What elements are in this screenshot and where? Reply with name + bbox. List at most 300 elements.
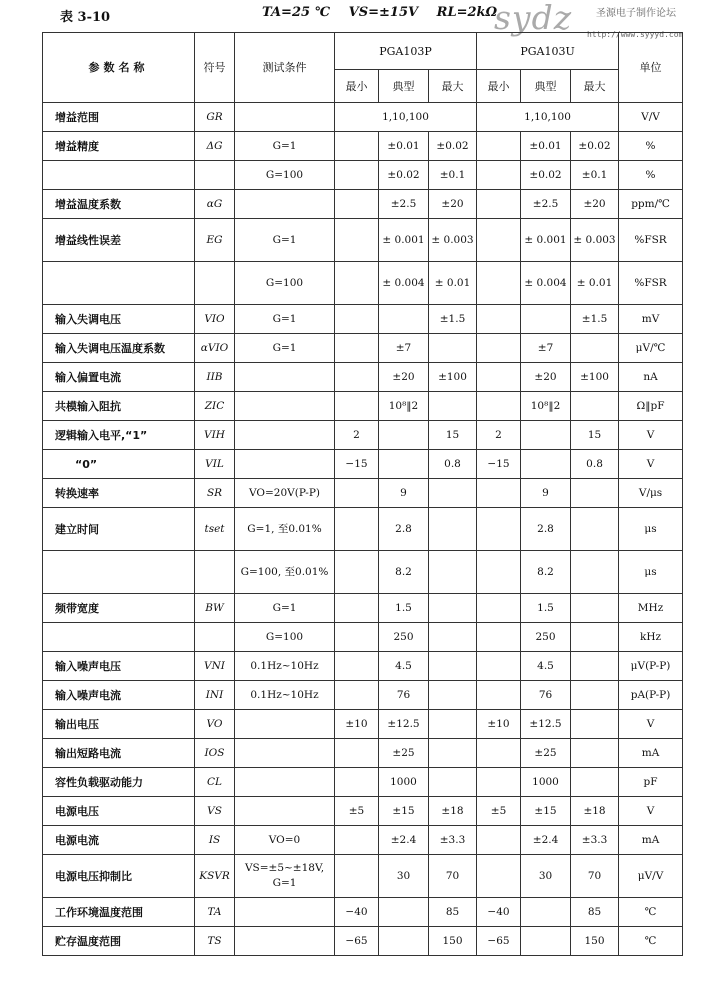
table-row (43, 334, 683, 363)
symbol-cell (195, 262, 235, 305)
p-typ-cell (379, 450, 429, 479)
u-max-cell (571, 739, 619, 768)
param-name-cell: 电源电压抑制比 (43, 855, 195, 898)
p-typ-cell: ±2.5 (379, 190, 429, 219)
p-max-cell (429, 334, 477, 363)
param-name-cell: 增益温度系数 (43, 190, 195, 219)
u-typ-cell: ±15 (521, 797, 571, 826)
header-max: 最大 (429, 70, 477, 103)
p-max-cell (429, 739, 477, 768)
symbol-cell: VNI (195, 652, 235, 681)
p-typ-cell: ±15 (379, 797, 429, 826)
table-row (43, 710, 683, 739)
u-typ-cell: 76 (521, 681, 571, 710)
u-min-cell (477, 392, 521, 421)
table-row (43, 219, 683, 262)
p-min-cell (335, 305, 379, 334)
table-row (43, 508, 683, 551)
condition-rl: RL=2kΩ (436, 5, 498, 20)
symbol-cell: αG (195, 190, 235, 219)
p-typ-cell (379, 421, 429, 450)
p-min-cell (335, 334, 379, 363)
u-max-cell (571, 681, 619, 710)
param-name-cell: 输入噪声电压 (43, 652, 195, 681)
table-row (43, 623, 683, 652)
u-typ-cell (521, 421, 571, 450)
symbol-cell: ZIC (195, 392, 235, 421)
p-typ-cell: ±20 (379, 363, 429, 392)
p-max-cell (429, 392, 477, 421)
u-min-cell (477, 826, 521, 855)
header-unit: 单位 (619, 33, 683, 103)
u-typ-cell: ±25 (521, 739, 571, 768)
u-typ-cell: ±12.5 (521, 710, 571, 739)
p-min-cell (335, 768, 379, 797)
test-condition-cell (235, 797, 335, 826)
param-name-cell: 增益范围 (43, 103, 195, 132)
u-typ-cell (521, 450, 571, 479)
symbol-cell: VIO (195, 305, 235, 334)
u-min-cell (477, 508, 521, 551)
p-min-cell: −40 (335, 898, 379, 927)
unit-cell: pA(P-P) (619, 681, 683, 710)
u-min-cell (477, 262, 521, 305)
unit-cell: ppm/℃ (619, 190, 683, 219)
p-typ-cell: 1000 (379, 768, 429, 797)
pga103p-value-cell: 1,10,100 (335, 103, 477, 132)
table-row (43, 305, 683, 334)
u-min-cell (477, 190, 521, 219)
u-typ-cell: 2.8 (521, 508, 571, 551)
p-min-cell (335, 508, 379, 551)
unit-cell: %FSR (619, 262, 683, 305)
spec-table (42, 32, 683, 956)
u-typ-cell: 9 (521, 479, 571, 508)
table-row (43, 392, 683, 421)
u-max-cell: ±18 (571, 797, 619, 826)
u-typ-cell (521, 898, 571, 927)
p-typ-cell (379, 898, 429, 927)
test-condition-cell: 0.1Hz~10Hz (235, 681, 335, 710)
u-typ-cell: 250 (521, 623, 571, 652)
u-max-cell: 15 (571, 421, 619, 450)
unit-cell: % (619, 161, 683, 190)
p-min-cell (335, 681, 379, 710)
u-typ-cell: 8.2 (521, 551, 571, 594)
p-min-cell (335, 363, 379, 392)
u-max-cell: ± 0.01 (571, 262, 619, 305)
u-min-cell (477, 334, 521, 363)
p-min-cell (335, 739, 379, 768)
p-max-cell: ±18 (429, 797, 477, 826)
p-max-cell: 15 (429, 421, 477, 450)
test-condition-cell: G=1 (235, 594, 335, 623)
test-condition-cell: G=1 (235, 334, 335, 363)
u-min-cell: −65 (477, 927, 521, 956)
param-name-cell (43, 161, 195, 190)
p-max-cell: 70 (429, 855, 477, 898)
symbol-cell: TS (195, 927, 235, 956)
table-row (43, 363, 683, 392)
test-condition-cell: 0.1Hz~10Hz (235, 652, 335, 681)
u-min-cell: 2 (477, 421, 521, 450)
test-condition-cell: G=100 (235, 623, 335, 652)
p-max-cell: ±0.02 (429, 132, 477, 161)
unit-cell: % (619, 132, 683, 161)
table-row (43, 262, 683, 305)
param-name-cell: 增益精度 (43, 132, 195, 161)
unit-cell: mA (619, 739, 683, 768)
u-typ-cell: ±20 (521, 363, 571, 392)
unit-cell: V (619, 710, 683, 739)
unit-cell: ℃ (619, 927, 683, 956)
u-min-cell (477, 855, 521, 898)
unit-cell: mA (619, 826, 683, 855)
unit-cell: V/μs (619, 479, 683, 508)
u-max-cell (571, 652, 619, 681)
param-name-cell: 频带宽度 (43, 594, 195, 623)
unit-cell: Ω‖pF (619, 392, 683, 421)
u-max-cell: 85 (571, 898, 619, 927)
u-min-cell (477, 768, 521, 797)
test-condition-cell: G=1 (235, 132, 335, 161)
symbol-cell: αVIO (195, 334, 235, 363)
p-max-cell: ±3.3 (429, 826, 477, 855)
unit-cell: ℃ (619, 898, 683, 927)
watermark-site-title: 圣源电子制作论坛 (596, 8, 676, 19)
pga103u-value-cell: 1,10,100 (477, 103, 619, 132)
header-symbol: 符号 (195, 33, 235, 103)
param-name-cell: 输入偏置电流 (43, 363, 195, 392)
test-condition-cell: G=100 (235, 262, 335, 305)
param-name-cell: 逻辑输入电平,“1” (43, 421, 195, 450)
p-typ-cell: ± 0.004 (379, 262, 429, 305)
p-min-cell: ±5 (335, 797, 379, 826)
watermark-url: http://www.syyyd.com (587, 30, 684, 39)
symbol-cell: EG (195, 219, 235, 262)
param-name-cell: 工作环境温度范围 (43, 898, 195, 927)
param-name-cell: 输出电压 (43, 710, 195, 739)
u-typ-cell: 30 (521, 855, 571, 898)
p-max-cell (429, 551, 477, 594)
unit-cell: kHz (619, 623, 683, 652)
table-row (43, 898, 683, 927)
u-max-cell: ±0.02 (571, 132, 619, 161)
test-condition-cell (235, 190, 335, 219)
symbol-cell: VIH (195, 421, 235, 450)
u-min-cell (477, 623, 521, 652)
table-row (43, 927, 683, 956)
test-condition-cell (235, 739, 335, 768)
test-condition-cell: VO=0 (235, 826, 335, 855)
p-min-cell (335, 190, 379, 219)
test-condition-cell: VS=±5~±18V, G=1 (235, 855, 335, 898)
test-condition-cell (235, 103, 335, 132)
u-max-cell: ±100 (571, 363, 619, 392)
test-condition-cell (235, 898, 335, 927)
u-min-cell (477, 132, 521, 161)
header-typ: 典型 (379, 70, 429, 103)
u-max-cell: ± 0.003 (571, 219, 619, 262)
u-max-cell (571, 594, 619, 623)
u-min-cell: ±5 (477, 797, 521, 826)
u-max-cell (571, 334, 619, 363)
p-typ-cell: ±2.4 (379, 826, 429, 855)
param-name-cell (43, 262, 195, 305)
p-max-cell: ± 0.01 (429, 262, 477, 305)
param-name-cell: 电源电压 (43, 797, 195, 826)
u-min-cell: ±10 (477, 710, 521, 739)
test-condition-cell: G=100, 至0.01% (235, 551, 335, 594)
p-min-cell: −65 (335, 927, 379, 956)
u-typ-cell: 1000 (521, 768, 571, 797)
unit-cell: MHz (619, 594, 683, 623)
p-max-cell (429, 652, 477, 681)
symbol-cell: VIL (195, 450, 235, 479)
u-min-cell: −15 (477, 450, 521, 479)
p-max-cell: 0.8 (429, 450, 477, 479)
condition-vs: VS=±15V (348, 5, 419, 20)
p-typ-cell (379, 927, 429, 956)
p-min-cell: 2 (335, 421, 379, 450)
u-max-cell (571, 710, 619, 739)
param-name-cell: 输入失调电压 (43, 305, 195, 334)
test-condition-cell (235, 450, 335, 479)
u-max-cell: 70 (571, 855, 619, 898)
unit-cell: V (619, 421, 683, 450)
table-row (43, 421, 683, 450)
table-row (43, 132, 683, 161)
symbol-cell: ΔG (195, 132, 235, 161)
unit-cell: V (619, 797, 683, 826)
p-max-cell: ± 0.003 (429, 219, 477, 262)
p-max-cell (429, 479, 477, 508)
test-condition-cell: VO=20V(P-P) (235, 479, 335, 508)
watermark-logo: sydz (494, 0, 573, 37)
u-typ-cell: 10⁸‖2 (521, 392, 571, 421)
u-typ-cell: ±0.02 (521, 161, 571, 190)
symbol-cell: tset (195, 508, 235, 551)
symbol-cell: SR (195, 479, 235, 508)
table-row (43, 551, 683, 594)
p-typ-cell: ±0.01 (379, 132, 429, 161)
p-min-cell (335, 132, 379, 161)
header-test-conditions: 测试条件 (235, 33, 335, 103)
u-max-cell: 0.8 (571, 450, 619, 479)
p-min-cell (335, 652, 379, 681)
table-row (43, 594, 683, 623)
param-name-cell: 输出短路电流 (43, 739, 195, 768)
unit-cell: %FSR (619, 219, 683, 262)
p-max-cell: 85 (429, 898, 477, 927)
param-name-cell: 共模输入阻抗 (43, 392, 195, 421)
p-typ-cell: 1.5 (379, 594, 429, 623)
p-max-cell (429, 508, 477, 551)
table-row (43, 855, 683, 898)
symbol-cell: IOS (195, 739, 235, 768)
p-typ-cell: 250 (379, 623, 429, 652)
p-min-cell (335, 262, 379, 305)
u-min-cell (477, 305, 521, 334)
test-condition-cell (235, 421, 335, 450)
header-param-name: 参数名称 (43, 33, 195, 103)
param-name-cell: 建立时间 (43, 508, 195, 551)
test-condition-cell (235, 392, 335, 421)
p-typ-cell: 9 (379, 479, 429, 508)
symbol-cell (195, 161, 235, 190)
p-min-cell: −15 (335, 450, 379, 479)
symbol-cell: VS (195, 797, 235, 826)
p-typ-cell (379, 305, 429, 334)
symbol-cell: IIB (195, 363, 235, 392)
unit-cell: V/V (619, 103, 683, 132)
table-row (43, 103, 683, 132)
symbol-cell: INI (195, 681, 235, 710)
symbol-cell: IS (195, 826, 235, 855)
symbol-cell (195, 551, 235, 594)
p-max-cell: ±100 (429, 363, 477, 392)
p-max-cell: ±1.5 (429, 305, 477, 334)
header-pga103p: PGA103P (335, 33, 477, 70)
symbol-cell: VO (195, 710, 235, 739)
test-condition-cell (235, 927, 335, 956)
p-typ-cell: ± 0.001 (379, 219, 429, 262)
u-min-cell (477, 161, 521, 190)
table-row (43, 797, 683, 826)
u-typ-cell: ±2.5 (521, 190, 571, 219)
param-name-cell: 转换速率 (43, 479, 195, 508)
p-max-cell (429, 594, 477, 623)
u-max-cell (571, 551, 619, 594)
p-typ-cell: ±7 (379, 334, 429, 363)
param-name-cell (43, 551, 195, 594)
test-condition-cell: G=1 (235, 219, 335, 262)
unit-cell: nA (619, 363, 683, 392)
u-typ-cell: 1.5 (521, 594, 571, 623)
u-typ-cell: ± 0.001 (521, 219, 571, 262)
symbol-cell (195, 623, 235, 652)
test-condition-cell: G=1, 至0.01% (235, 508, 335, 551)
table-row (43, 826, 683, 855)
unit-cell: mV (619, 305, 683, 334)
p-typ-cell: 8.2 (379, 551, 429, 594)
u-max-cell: ±1.5 (571, 305, 619, 334)
table-row (43, 479, 683, 508)
table-row (43, 768, 683, 797)
header-pga103u: PGA103U (477, 33, 619, 70)
symbol-cell: CL (195, 768, 235, 797)
unit-cell: μV/V (619, 855, 683, 898)
u-max-cell (571, 768, 619, 797)
param-name-cell (43, 623, 195, 652)
u-max-cell: ±3.3 (571, 826, 619, 855)
p-typ-cell: ±12.5 (379, 710, 429, 739)
p-min-cell (335, 479, 379, 508)
table-row (43, 190, 683, 219)
p-min-cell (335, 826, 379, 855)
symbol-cell: BW (195, 594, 235, 623)
table-row (43, 161, 683, 190)
table-row (43, 652, 683, 681)
symbol-cell: KSVR (195, 855, 235, 898)
u-max-cell (571, 479, 619, 508)
test-condition-cell (235, 710, 335, 739)
u-typ-cell: ±0.01 (521, 132, 571, 161)
p-min-cell (335, 551, 379, 594)
header-max: 最大 (571, 70, 619, 103)
p-typ-cell: 10⁸‖2 (379, 392, 429, 421)
p-min-cell (335, 594, 379, 623)
p-max-cell (429, 710, 477, 739)
u-min-cell (477, 739, 521, 768)
param-name-cell: 贮存温度范围 (43, 927, 195, 956)
condition-ta: TA=25 ℃ (262, 5, 331, 20)
unit-cell: μV(P-P) (619, 652, 683, 681)
header-min: 最小 (335, 70, 379, 103)
param-name-cell: 输入失调电压温度系数 (43, 334, 195, 363)
param-name-cell: 输入噪声电流 (43, 681, 195, 710)
p-max-cell (429, 768, 477, 797)
table-number: 表 3-10 (60, 10, 111, 25)
u-max-cell (571, 508, 619, 551)
p-max-cell: 150 (429, 927, 477, 956)
u-min-cell (477, 479, 521, 508)
u-typ-cell: 4.5 (521, 652, 571, 681)
p-min-cell (335, 855, 379, 898)
p-typ-cell: ±25 (379, 739, 429, 768)
u-min-cell (477, 652, 521, 681)
p-max-cell: ±20 (429, 190, 477, 219)
p-typ-cell: ±0.02 (379, 161, 429, 190)
u-min-cell (477, 363, 521, 392)
table-row (43, 450, 683, 479)
p-typ-cell: 76 (379, 681, 429, 710)
p-min-cell (335, 161, 379, 190)
u-max-cell (571, 392, 619, 421)
param-name-cell: 增益线性误差 (43, 219, 195, 262)
p-min-cell (335, 392, 379, 421)
unit-cell: μs (619, 508, 683, 551)
p-min-cell: ±10 (335, 710, 379, 739)
u-typ-cell (521, 927, 571, 956)
test-condition-cell (235, 363, 335, 392)
u-typ-cell: ± 0.004 (521, 262, 571, 305)
u-typ-cell (521, 305, 571, 334)
header-typ: 典型 (521, 70, 571, 103)
u-min-cell (477, 551, 521, 594)
u-max-cell (571, 623, 619, 652)
unit-cell: V (619, 450, 683, 479)
test-condition-cell: G=100 (235, 161, 335, 190)
u-max-cell: 150 (571, 927, 619, 956)
p-typ-cell: 4.5 (379, 652, 429, 681)
param-name-cell: “0” (43, 450, 195, 479)
p-min-cell (335, 219, 379, 262)
u-min-cell (477, 594, 521, 623)
param-name-cell: 电源电流 (43, 826, 195, 855)
unit-cell: μV/℃ (619, 334, 683, 363)
table-row (43, 681, 683, 710)
p-typ-cell: 2.8 (379, 508, 429, 551)
table-row (43, 739, 683, 768)
test-condition-cell: G=1 (235, 305, 335, 334)
u-min-cell (477, 681, 521, 710)
symbol-cell: TA (195, 898, 235, 927)
param-name-cell: 容性负载驱动能力 (43, 768, 195, 797)
test-condition-cell (235, 768, 335, 797)
p-max-cell: ±0.1 (429, 161, 477, 190)
u-max-cell: ±0.1 (571, 161, 619, 190)
